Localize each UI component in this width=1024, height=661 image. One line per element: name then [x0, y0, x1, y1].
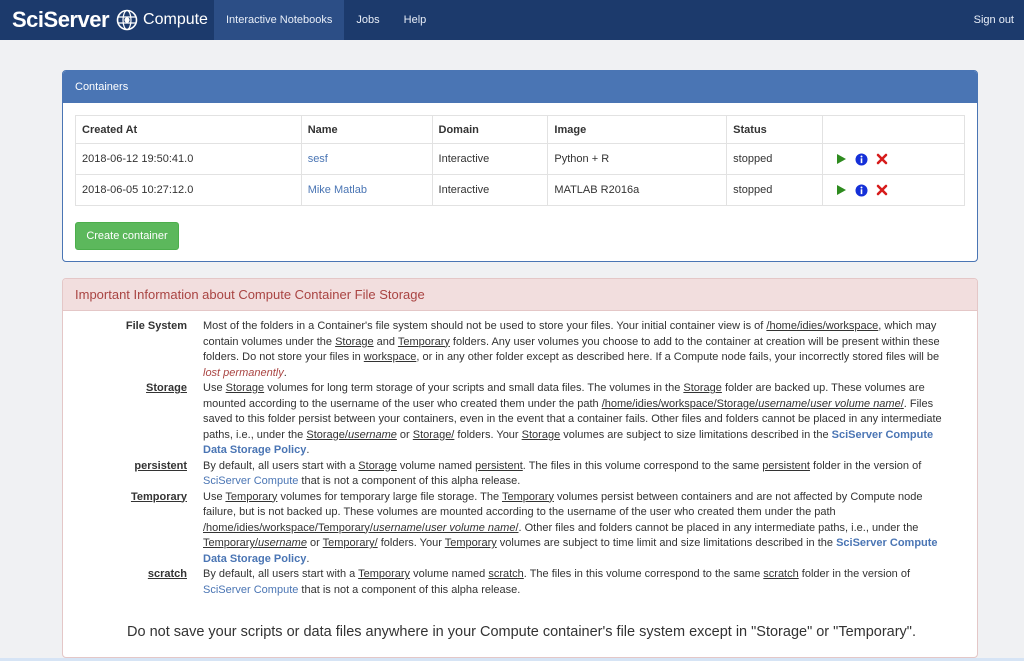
globe-icon [116, 9, 138, 31]
sign-out-link[interactable]: Sign out [973, 14, 1014, 26]
term-scratch: scratch [147, 568, 187, 580]
containers-table-wrap [75, 115, 965, 206]
col-status: Status [727, 116, 823, 144]
col-created-at: Created At [76, 116, 302, 144]
cell-domain: Interactive [432, 175, 548, 206]
containers-title: Containers [63, 71, 977, 103]
desc-storage: Use Storage volumes for long term storage of your scripts and small data files. The volumes in the Storage folder are backed up. These volumes are mounted according to the username of the user who created them under the path /home/idies/workspace/Storage/username/user volume name/. Files saved to this folder persist between your containers, even in the event that a container fails. Other files and folders cannot be placed in any intermediate paths, i.e., under the Storage/username or Storage/ folders. Your Storage volumes are subject to size limitations described in the SciServer Compute Data Storage Policy. [203, 382, 942, 456]
create-container-button[interactable]: Create container [75, 222, 179, 250]
info-row-storage [63, 381, 979, 459]
info-row-scratch [63, 567, 979, 598]
containers-panel [62, 70, 978, 262]
cell-status: stopped [727, 175, 823, 206]
nav-jobs[interactable]: Jobs [356, 14, 380, 26]
play-icon[interactable] [835, 184, 847, 196]
storage-info-title: Important Information about Compute Container File Storage [63, 279, 977, 311]
col-actions [823, 116, 965, 144]
container-name-link[interactable]: Mike Matlab [301, 175, 432, 206]
lost-permanently-text: lost permanently [203, 366, 284, 379]
delete-icon[interactable] [876, 184, 888, 196]
table-row [76, 175, 965, 206]
play-icon[interactable] [835, 153, 847, 165]
brand-logo[interactable] [0, 0, 214, 40]
desc-scratch: By default, all users start with a Temporary volume named scratch. The files in this volume correspond to the same scratch folder in the version of SciServer Compute that is not a component of this alpha release. [203, 568, 911, 596]
containers-table [75, 115, 965, 206]
table-header-row [76, 116, 965, 144]
term-storage: Storage [146, 382, 187, 394]
table-row [76, 144, 965, 175]
cell-status: stopped [727, 144, 823, 175]
top-navbar [0, 0, 1024, 40]
col-domain: Domain [432, 116, 548, 144]
container-name-link[interactable]: sesf [301, 144, 432, 175]
cell-image: Python + R [548, 144, 727, 175]
term-persistent: persistent [134, 459, 187, 472]
nav-interactive-notebooks[interactable]: Interactive Notebooks [214, 0, 344, 40]
cell-image: MATLAB R2016a [548, 175, 727, 206]
info-row-file-system [63, 319, 979, 381]
storage-policy-link[interactable]: SciServer Compute Data Storage Policy [203, 428, 934, 456]
col-image: Image [548, 116, 727, 144]
term-file-system: File System [125, 320, 187, 332]
temporary-policy-link[interactable]: SciServer Compute Data Storage Policy [203, 537, 938, 565]
col-name: Name [301, 116, 432, 144]
info-icon[interactable] [855, 184, 868, 197]
storage-info-panel [62, 278, 978, 658]
final-storage-note: Do not save your scripts or data files anywhere in your Compute container's file system except in "Storage" or "Temporary". [127, 624, 916, 640]
info-icon[interactable] [855, 153, 868, 166]
cell-created: 2018-06-12 19:50:41.0 [76, 144, 302, 175]
sciserver-compute-link[interactable]: SciServer Compute [203, 475, 299, 487]
cell-domain: Interactive [432, 144, 548, 175]
desc-temporary: Use Temporary volumes for temporary large file storage. The Temporary volumes persist between containers and are not affected by Compute node failure, but is not backed up. These volumes are mounted according to the username of the user who created them under the path /home/idies/workspace/Temporary/username/user volume name/. Other files and folders cannot be placed in any intermediate paths, i.e., under the Temporary/username or Temporary/ folders. Your Temporary volumes are subject to time limit and size limitations described in the SciServer Compute Data Storage Policy. [203, 490, 938, 565]
term-temporary: Temporary [130, 490, 187, 503]
delete-icon[interactable] [876, 153, 888, 165]
brand-compute: Compute [143, 11, 208, 28]
nav-help[interactable]: Help [403, 14, 427, 26]
desc-file-system: Most of the folders in a Container's file system should not be used to store your files. Your initial container view is of /home/idies/workspace, which may contain volumes under the Storage and Temporary folders. Any user volumes you choose to add to the container at creation will be present within these folders. Do not store your files in workspace, or in any other folder except as described here. If a Compute node fails, your incorrectly stored files will be lost permanently. [203, 320, 940, 379]
storage-info-body [63, 319, 979, 598]
cell-actions [823, 144, 965, 175]
info-row-persistent [63, 459, 979, 490]
sciserver-compute-link[interactable]: SciServer Compute [203, 583, 299, 596]
desc-persistent: By default, all users start with a Storage volume named persistent. The files in this volume correspond to the same persistent folder in the version of SciServer Compute that is not a component of this alpha release. [203, 459, 922, 487]
info-row-temporary [63, 490, 979, 568]
brand-sciserver: SciServer [12, 7, 110, 32]
cell-created: 2018-06-05 10:27:12.0 [76, 175, 302, 206]
cell-actions [823, 175, 965, 206]
